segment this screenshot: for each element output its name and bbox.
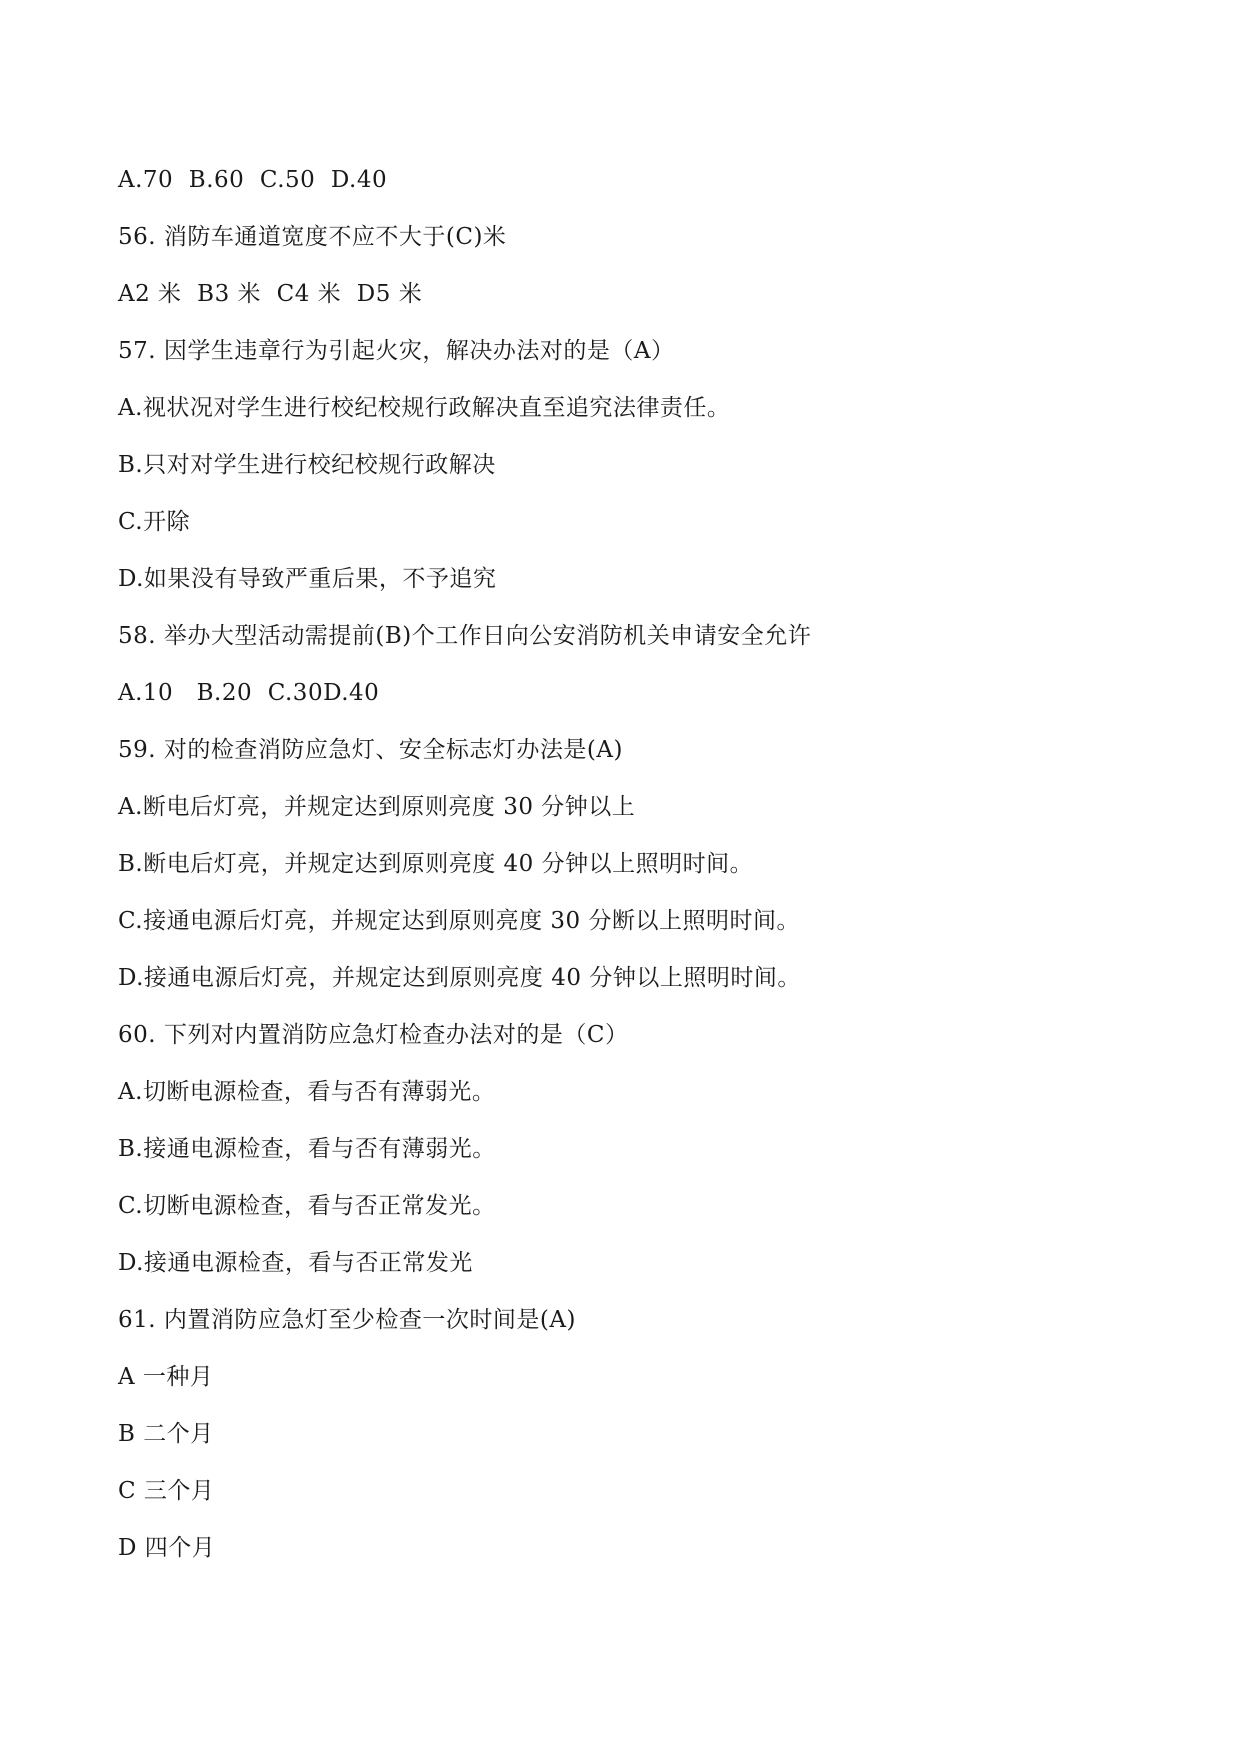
option-59-c: C.接通电源后灯亮，并规定达到原则亮度 30 分断以上照明时间。	[118, 908, 800, 934]
question-61: 61. 内置消防应急灯至少检查一次时间是(A)	[118, 1307, 576, 1333]
option-57-c: C.开除	[118, 509, 191, 535]
document-body	[118, 157, 1138, 1582]
question-58: 58. 举办大型活动需提前(B)个工作日向公安消防机关申请安全允许	[118, 623, 812, 649]
answer-options-q56: A2 米 B3 米 C4 米 D5 米	[118, 281, 423, 307]
answer-options-q55: A.70 B.60 C.50 D.40	[118, 167, 388, 193]
option-60-d: D.接通电源检查，看与否正常发光	[118, 1250, 473, 1276]
option-57-a: A.视状况对学生进行校纪校规行政解决直至追究法律责任。	[118, 395, 731, 421]
option-59-a: A.断电后灯亮，并规定达到原则亮度 30 分钟以上	[118, 794, 636, 820]
option-61-d: D 四个月	[118, 1535, 216, 1561]
option-61-c: C 三个月	[118, 1478, 215, 1504]
question-59: 59. 对的检查消防应急灯、安全标志灯办法是(A)	[118, 737, 623, 763]
question-56: 56. 消防车通道宽度不应不大于(C)米	[118, 224, 507, 250]
option-59-b: B.断电后灯亮，并规定达到原则亮度 40 分钟以上照明时间。	[118, 851, 754, 877]
option-57-d: D.如果没有导致严重后果，不予追究	[118, 566, 497, 592]
option-61-a: A 一种月	[118, 1364, 214, 1390]
option-59-d: D.接通电源后灯亮，并规定达到原则亮度 40 分钟以上照明时间。	[118, 965, 801, 991]
option-60-a: A.切断电源检查，看与否有薄弱光。	[118, 1079, 496, 1105]
option-60-b: B.接通电源检查，看与否有薄弱光。	[118, 1136, 496, 1162]
option-60-c: C.切断电源检查，看与否正常发光。	[118, 1193, 496, 1219]
option-57-b: B.只对对学生进行校纪校规行政解决	[118, 452, 496, 478]
answer-options-q58: A.10 B.20 C.30D.40	[118, 680, 380, 706]
question-60: 60. 下列对内置消防应急灯检查办法对的是（C）	[118, 1022, 629, 1048]
question-57: 57. 因学生违章行为引起火灾，解决办法对的是（A）	[118, 338, 675, 364]
option-61-b: B 二个月	[118, 1421, 214, 1447]
